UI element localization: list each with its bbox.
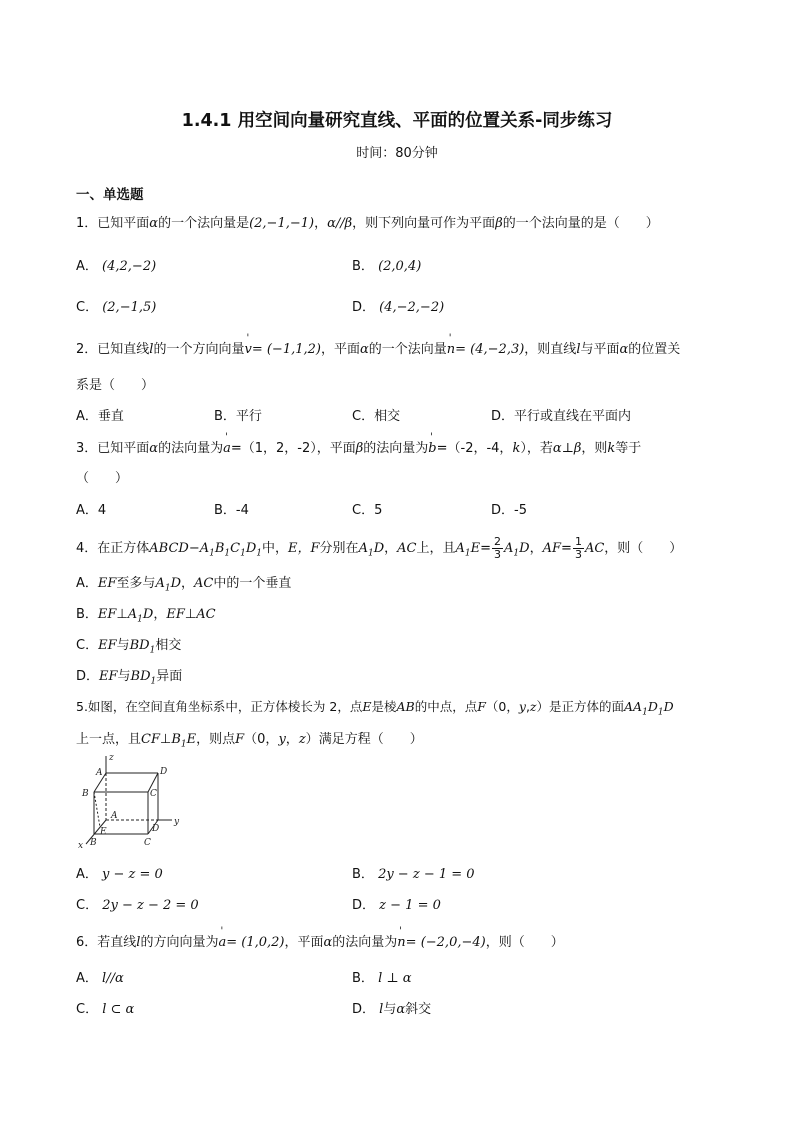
q3-stem-line2: （ ）: [76, 471, 129, 486]
q4-option-a: A．EF至多与$A_1D$，AC中的一个垂直: [76, 576, 292, 594]
fig-label-z: z: [109, 753, 114, 763]
q1-option-a: A． (4,2,−2): [76, 259, 157, 274]
section-heading: 一、单选题: [76, 187, 144, 203]
fig-label-e: E: [100, 827, 107, 837]
q1-option-b: B． (2,0,4): [352, 259, 422, 274]
q6-stem: 6．若直线l的方向向量为' a= (1,0,2)，平面α的法向量为' n= (−2,0,−4)，则（ ）: [76, 931, 564, 950]
fig-label-a1: A: [96, 768, 103, 778]
q2-option-c: C．相交: [352, 409, 401, 424]
q5-option-a: A． y − z = 0: [76, 867, 163, 882]
q4-stem: 4．在正方体$ABCD-A_1B_1C_1D_1$中，E，F分别在$A_1D$，AC上，且$A_1E=$ $\frac{2}{3}$ $A_1D$，AF= $\frac{1}{3}$ AC，则（ ）: [76, 535, 683, 561]
q2-option-a: A．垂直: [76, 409, 124, 424]
q5-option-b: B． 2y − z − 1 = 0: [352, 867, 475, 882]
page-subtitle: 时间：80分钟: [356, 146, 438, 161]
fig-label-a: A: [111, 811, 118, 821]
q3-option-a: A．4: [76, 503, 107, 518]
fig-label-b: B: [90, 838, 97, 848]
q6-option-a: A． l//α: [76, 971, 124, 986]
q2-option-d: D．平行或直线在平面内: [491, 409, 632, 424]
q2-option-b: B．平行: [214, 409, 262, 424]
q5-stem-line1: 5.如图，在空间直角坐标系中，正方体棱长为 2，点E是棱AB的中点，点F（0，y,z）是正方体的面$AA_1D_1D$: [76, 699, 674, 718]
q6-option-b: B． l ⊥ α: [352, 971, 412, 986]
q5-option-c: C． 2y − z − 2 = 0: [76, 898, 199, 913]
q3-option-c: C．5: [352, 503, 383, 518]
q1-stem: 1．已知平面α的一个法向量是(2,−1,−1)，α//β，则下列向量可作为平面β的一个法向量的是（ ）: [76, 216, 659, 231]
fig-label-d: D: [152, 824, 160, 834]
q5-stem-line2: 上一点，且$CF\perp B_1E$，则点F（0，y，z）满足方程（ ）: [76, 732, 423, 750]
q5-option-d: D． z − 1 = 0: [352, 898, 441, 913]
q4-option-c: C．EF与$BD_1$相交: [76, 638, 182, 656]
q3-option-b: B．-4: [214, 503, 249, 518]
fig-label-y: y: [174, 817, 180, 827]
fraction-one-third: $\frac{1}{3}$: [574, 535, 582, 561]
q6-option-d: D． l与α斜交: [352, 1002, 432, 1017]
fig-label-c1: C: [150, 789, 157, 799]
page-title: 1.4.1 用空间向量研究直线、平面的位置关系-同步练习: [181, 111, 613, 131]
fig-label-x: x: [78, 841, 84, 851]
fig-label-d1: D: [160, 767, 168, 777]
q6-option-c: C． l ⊂ α: [76, 1002, 135, 1017]
q4-option-d: D．EF与$BD_1$异面: [76, 669, 183, 687]
q4-option-b: B．$EF\perp A_1D$，EF⊥AC: [76, 607, 216, 625]
fig-label-b1: B: [82, 789, 89, 799]
q2-stem-line1: 2．已知直线l的一个方向向量' v= (−1,1,2)，平面α的一个法向量' n= (4,−2,3)，则直线l与平面α的位置关: [76, 338, 680, 357]
fig-label-c: C: [144, 838, 151, 848]
q1-option-c: C． (2,−1,5): [76, 300, 157, 315]
cube-figure: [76, 752, 186, 852]
q3-stem-line1: 3．已知平面α的法向量为' a=（1，2，-2），平面β的法向量为' b=（-2，-4，k），若α⊥β，则k等于: [76, 437, 641, 456]
q2-stem-line2: 系是（ ）: [76, 378, 155, 393]
q1-option-d: D． (4,−2,−2): [352, 300, 445, 315]
fraction-two-thirds: $\frac{2}{3}$: [494, 535, 502, 561]
q3-option-d: D．-5: [491, 503, 527, 518]
